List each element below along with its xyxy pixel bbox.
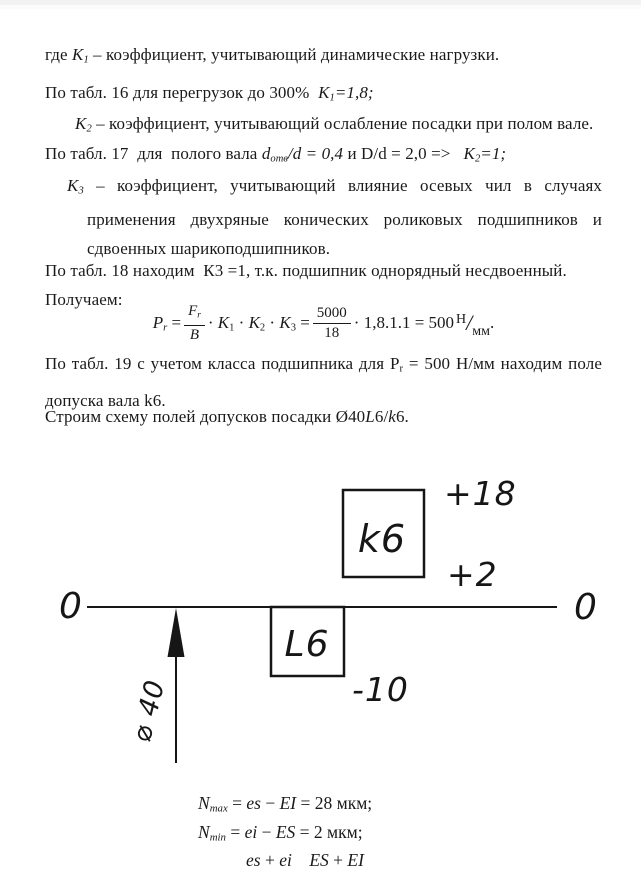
formula-mean-numerators: es + ei ES + EI <box>246 850 364 871</box>
paragraph-poluchaem: Получаем: <box>45 290 123 309</box>
paragraph-table18: По табл. 18 находим К3 =1, т.к. подшипник однорядный несдвоенный. <box>45 261 567 280</box>
fraction-numerator: $F_r$ <box>184 303 205 326</box>
l6-label: L6 <box>284 624 330 665</box>
fraction-numerator: 5000 <box>313 305 351 324</box>
formula-fraction-fr-b <box>184 303 205 343</box>
formula-fraction-5000-18 <box>313 305 351 341</box>
k6-lower-deviation: +2 <box>447 555 498 594</box>
formula-lhs: $P_r$ = <box>152 312 182 334</box>
paragraph-k2-definition: $K_2$ – коэффициент, учитывающий ослабление посадки при полом вале. <box>75 114 594 135</box>
window-top-edge <box>0 0 641 9</box>
k6-label: k6 <box>357 517 407 561</box>
paragraph-scheme-intro: Строим схему полей допусков посадки Ø40L6/k6. <box>45 407 409 426</box>
paragraph-k3-definition: $K_3$ – коэффициент, учитывающий влияние осевых чил в случаях применения двухряные конических роликовых подшипников и сдвоенных шарикоподшипников. <box>67 176 602 258</box>
formula-nmin: $N_{min}$ = ei − ES = 2 мкм; <box>198 821 363 844</box>
formula-period: . <box>490 313 495 332</box>
fraction-denominator: B <box>189 327 200 344</box>
paragraph-table17: По табл. 17 для полого вала $d_{отв}/d = 0,4$ и $D/d = 2,0 => K_2=1$; <box>45 144 507 165</box>
paragraph-k1-definition: где $K_1$ – коэффициент, учитывающий динамические нагрузки. <box>45 45 500 66</box>
fraction-denominator: 18 <box>324 325 340 341</box>
zero-label-right: 0 <box>574 587 598 628</box>
formula-result: · 1,8.1.1 = 500 <box>353 313 455 332</box>
formula-unit-n-per-mm: $^Н/_{мм}$ <box>456 310 491 339</box>
paragraph-table16: По табл. 16 для перегрузок до 300% $K_1=1,8$; <box>45 83 374 104</box>
formula-pr <box>45 302 602 344</box>
l6-lower-deviation: -10 <box>352 670 409 709</box>
tolerance-fields-diagram <box>0 455 641 790</box>
formula-coefficients: · $K_1 \cdot K_2 \cdot K_3$ = <box>207 312 310 334</box>
zero-label-left: 0 <box>59 586 83 627</box>
diameter-label: ⌀ 40 <box>126 676 172 746</box>
formula-nmax: $N_{max}$ = es − EI = 28 мкм; <box>198 793 373 815</box>
paragraph-table19: По табл. 19 с учетом класса подшипника для $P_r = 500$ Н/мм находим поле допуска вала k6. <box>45 354 602 410</box>
interference-formulas <box>198 792 372 872</box>
diameter-arrow-head <box>168 608 185 657</box>
k6-upper-deviation: +18 <box>444 474 517 513</box>
